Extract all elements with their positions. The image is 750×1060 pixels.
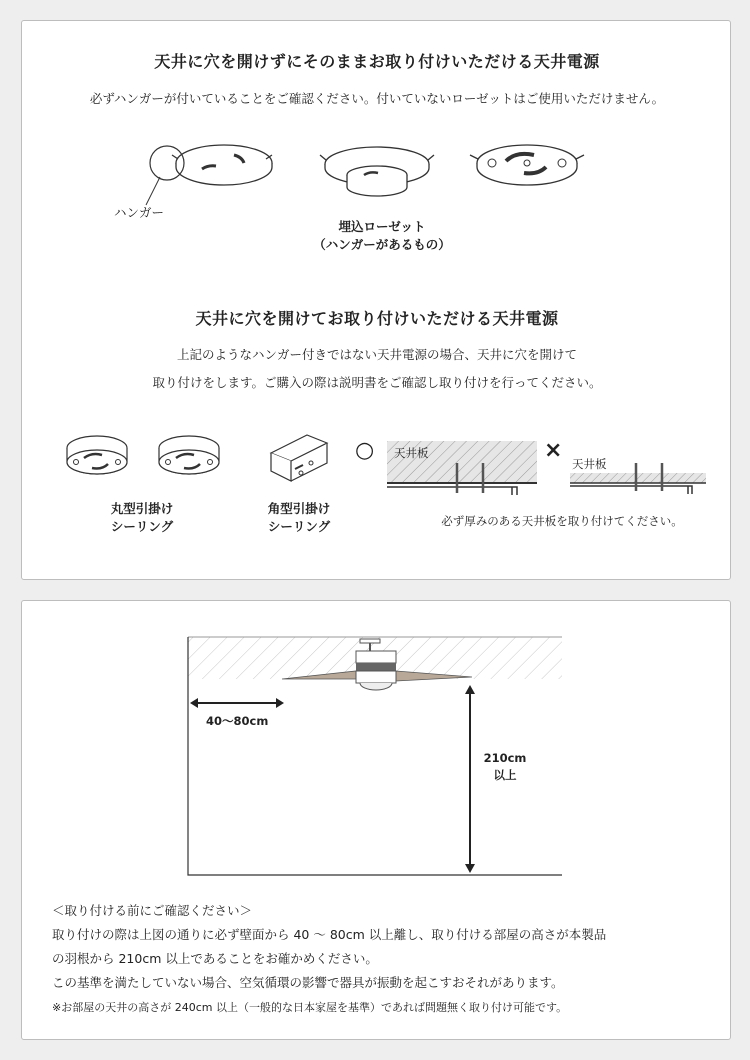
- hanger-label: ハンガー: [114, 205, 165, 220]
- square-label-line1: 角型引掛け: [267, 501, 331, 516]
- wall-distance-label: 40〜80cm: [206, 714, 269, 728]
- ceiling-power-panel: [21, 20, 731, 580]
- board-note: 必ず厚みのある天井板を取り付けてください。: [441, 514, 683, 528]
- hanger-note: 必ずハンガーが付いていることをご確認ください。付いていないローゼットはご使用いただけません。: [89, 91, 665, 106]
- ng-mark: ×: [544, 438, 563, 463]
- round-label-line1: 丸型引掛け: [110, 501, 174, 516]
- desc-line1: 上記のようなハンガー付きではない天井電源の場合、天井に穴を開けて: [176, 347, 577, 362]
- rosette-label-line2: （ハンガーがあるもの）: [313, 237, 451, 252]
- round-ceiling-fixture-illustration: [62, 426, 232, 496]
- square-ceiling-fixture-illustration: [267, 429, 337, 489]
- caution-line2: の羽根から 210cm 以上であることをお確かめください。: [52, 951, 378, 966]
- caution-title: ＜取り付ける前にご確認ください＞: [52, 903, 253, 918]
- square-label-line2: シーリング: [267, 519, 331, 534]
- caution-line3: この基準を満たしていない場合、空気循環の影響で器具が振動を起こすおそれがあります。: [52, 975, 564, 990]
- caution-note: ※お部屋の天井の高さが 240cm 以上（一般的な日本家屋を基準）であれば問題無く取り付け可能です。: [52, 1001, 568, 1014]
- board-label-ng: 天井板: [572, 457, 607, 471]
- height-label-line2: 以上: [493, 768, 517, 782]
- caution-line1: 取り付けの際は上図の通りに必ず壁面から 40 〜 80cm 以上離し、取り付ける部屋の高さが本製品: [52, 927, 607, 942]
- round-label-line2: シーリング: [110, 519, 174, 534]
- section-title-no-hole: 天井に穴を開けずにそのままお取り付けいただける天井電源: [154, 52, 600, 71]
- section-title-with-hole: 天井に穴を開けてお取り付けいただける天井電源: [195, 309, 559, 328]
- desc-line2: 取り付けをします。ご購入の際は説明書をご確認し取り付けを行ってください。: [152, 375, 602, 390]
- rosette-top-view-illustration: [462, 139, 592, 219]
- board-label-ok: 天井板: [394, 446, 429, 460]
- ok-mark: ○: [355, 438, 375, 463]
- height-label-line1: 210cm: [483, 751, 527, 765]
- installation-clearance-panel: [21, 600, 731, 1040]
- rosette-label-line1: 埋込ローゼット: [338, 219, 426, 234]
- embedded-rosette-illustration: [312, 139, 442, 219]
